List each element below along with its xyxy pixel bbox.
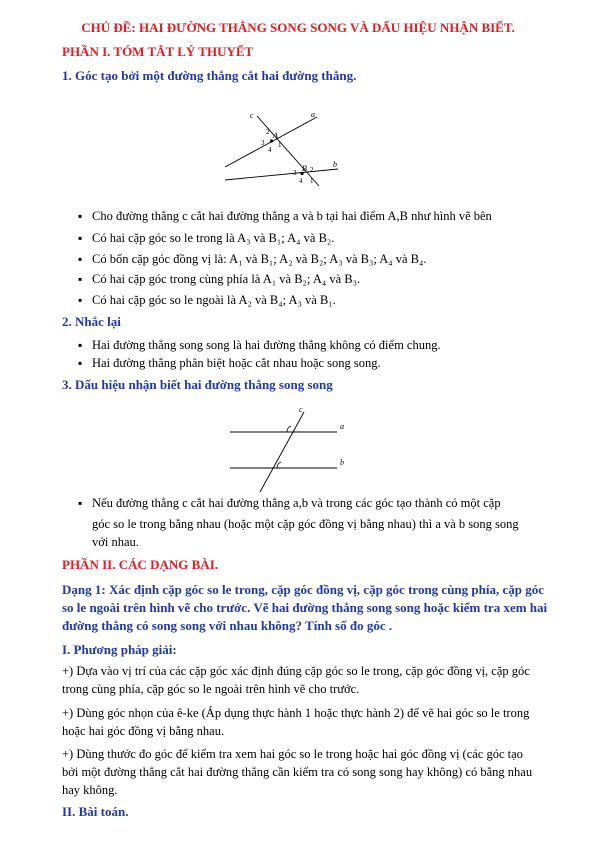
method-para-3-line-3: hay không. (62, 783, 118, 797)
line-b (225, 169, 338, 180)
dang1-line-3: đường thẳng có song song với nhau không? Tính số đo góc . (62, 618, 393, 633)
method-para-2-line-1: +) Dùng góc nhọn của ê-ke (Áp dụng thực hành 1 hoặc thực hành 2) để vẽ hai góc so le trong (62, 706, 530, 720)
document-title: CHỦ ĐỀ: HAI ĐƯỜNG THẲNG SONG SONG VÀ DẤU HIỆU NHẬN BIẾT. (81, 20, 515, 35)
dang1-line-1: Dạng 1: Xác định cặp góc so le trong, cặp góc đồng vị, cặp góc trong cùng phía, cặp góc (62, 582, 544, 597)
label-b: b (333, 160, 337, 169)
section2-heading: 2. Nhắc lại (62, 314, 121, 329)
method-para-3-line-2: bởi một đường thẳng cắt hai đường thẳng cần kiểm tra có song song hay không) có bằng nhau (62, 765, 533, 779)
section3-heading: 3. Dấu hiệu nhận biết hai đường thẳng song song (62, 377, 333, 392)
part1-heading: PHẦN I. TÓM TẮT LÝ THUYẾT (62, 44, 254, 59)
label-A2: 2 (266, 128, 270, 136)
part2-heading: PHẦN II. CÁC DẠNG BÀI. (62, 557, 219, 572)
method-para-1-line-2: trong cùng phía, cặp góc so le ngoài trên hình vẽ cho trước. (62, 682, 360, 696)
s3-bullet-line-1: ▪ Nếu đường thẳng c cắt hai đường thẳng a,b và trong các góc tạo thành có một cặp (92, 494, 501, 512)
line-c (257, 116, 319, 186)
s1-bullet-3: ▪ Có bốn cặp góc đồng vị là: A₁ và B₁; A₂ và B₂; A₃ và B₃; A₄ và B₄. (92, 250, 427, 268)
label-A: A (273, 131, 278, 140)
s3-bullet-line-3: với nhau. (92, 535, 139, 549)
label-a: a (340, 422, 344, 431)
method-heading: I. Phương pháp giải: (62, 642, 177, 657)
dang1-line-2: so le ngoài trên hình vẽ cho trước. Vẽ hai đường thẳng song song hoặc kiểm tra xem hai (62, 600, 548, 615)
label-A1: 1 (278, 141, 282, 149)
label-A4: 4 (268, 146, 272, 154)
s2-bullet-1: ▪ Hai đường thẳng song song là hai đường thẳng không có điểm chung. (92, 336, 441, 354)
angle-arc-bottom (277, 462, 281, 468)
label-B3: 3 (293, 169, 297, 177)
s2-bullet-2: ▪ Hai đường thẳng phân biệt hoặc cắt nhau hoặc song song. (92, 354, 381, 372)
label-B1: 1 (310, 177, 314, 185)
s3-bullet-line-2: góc so le trong bằng nhau (hoặc một cặp góc đồng vị bằng nhau) thì a và b song song (92, 517, 519, 531)
method-para-1-line-1: +) Dựa vào vị trí của các cặp góc xác định đúng cặp góc so le trong, cặp góc đồng vị, cặp góc (62, 664, 530, 678)
problems-heading: II. Bài toán. (62, 804, 129, 819)
s1-bullet-5: ▪ Có hai cặp góc so le ngoài là A₂ và B₄; A₃ và B₁. (92, 291, 336, 309)
label-c: c (250, 111, 254, 120)
method-para-2-line-2: hoặc hai góc đồng vị bằng nhau. (62, 724, 225, 738)
parallel-lines-figure (222, 402, 362, 496)
s1-bullet-2: ▪ Có hai cặp góc so le trong là A₃ và B₁; A₄ và B₂. (92, 229, 334, 247)
angle-arc-top (287, 426, 291, 432)
s1-bullet-1: ▪ Cho đường thẳng c cắt hai đường thẳng a và b tại hai điểm A,B như hình vẽ bên (92, 207, 492, 225)
section1-heading: 1. Góc tạo bởi một đường thẳng cắt hai đường thẳng. (62, 68, 357, 83)
transversal-figure (215, 104, 365, 190)
s1-bullet-4: ▪ Có hai cặp góc trong cùng phía là A₁ và B₂; A₄ và B₃. (92, 270, 360, 288)
label-c: c (299, 405, 303, 414)
line-c (260, 412, 304, 492)
label-b: b (340, 458, 344, 467)
label-a: a (311, 110, 315, 119)
label-B4: 4 (299, 177, 303, 185)
label-B: B (302, 164, 307, 173)
label-B2: 2 (310, 166, 314, 174)
method-para-3-line-1: +) Dùng thước đo góc để kiểm tra xem hai góc so le trong hoặc hai góc đồng vị (các góc tạo (62, 747, 523, 761)
label-A3: 3 (261, 139, 265, 147)
